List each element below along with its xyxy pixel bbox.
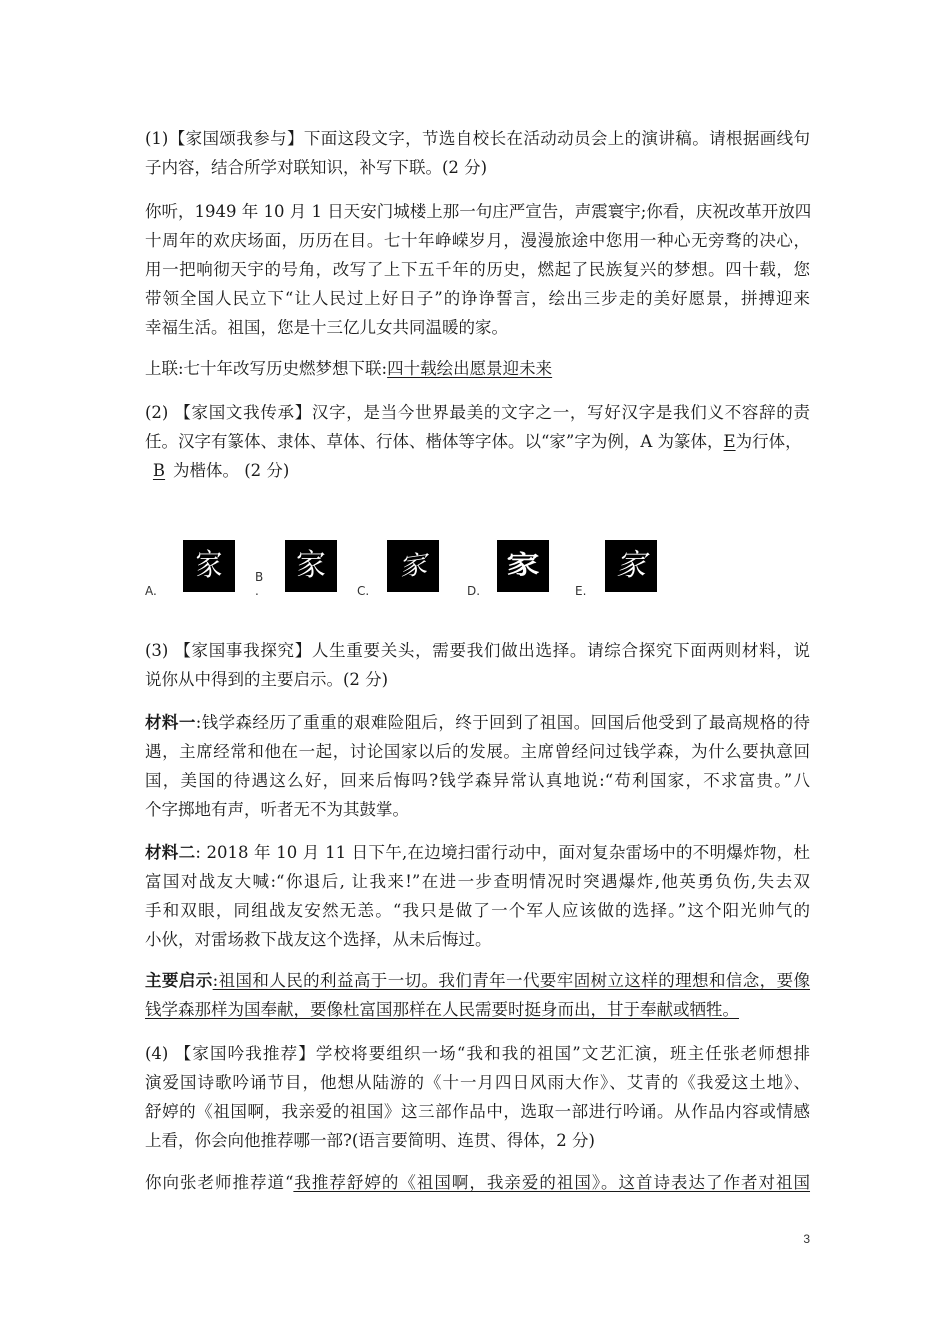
question-3-line: 说你从中得到的主要启示。(2 分) [145, 670, 389, 689]
question-1-line: 子内容，结合所学对联知识，补写下联。(2 分) [145, 158, 488, 177]
material-2-line: 小伙，对雷场救下战友这个选择，从未后悔过。 [145, 930, 492, 949]
material-1-line: 国，美国的待遇这么好，回来后悔吗?钱学森异常认真地说:“苟利国家，不求富贵。”八 [145, 771, 810, 790]
speech-line: 十周年的欢庆场面，历历在目。七十年峥嵘岁月，漫漫旅途中您用一种心无旁骛的决心， [145, 231, 810, 250]
option-letter: E. [575, 584, 587, 598]
question-3 [145, 636, 810, 694]
option-letter: A. [145, 584, 157, 598]
calligraphy-options [145, 540, 685, 602]
material-2-line: 手和双眼，同组战友安然无恙。“我只是做了一个军人应该做的选择。”这个阳光帅气的 [145, 901, 810, 920]
insight-text: :祖国和人民的利益高于一切。我们青年一代要牢固树立这样的理想和信念，要像 [212, 971, 811, 990]
question-4-line: 演爱国诗歌吟诵节目，他想从陆游的《十一月四日风雨大作》、艾青的《我爱这土地》、 [145, 1073, 810, 1092]
speech-line: 用一把响彻天宇的号角，改写了上下五千年的历史，燃起了民族复兴的梦想。四十载，您 [145, 260, 810, 279]
answer-b: B [152, 461, 166, 480]
material-1 [145, 708, 810, 824]
insight-text: 钱学森那样为国奉献，要像杜富国那样在人民需要时挺身而出，甘于奉献或牺牲。 [145, 1000, 739, 1019]
question-2-text: 为楷体。 (2 分) [173, 461, 290, 480]
couplet-prefix: 上联:七十年改写历史燃梦想下联: [145, 359, 388, 378]
recommend-prefix: 你向张老师推荐道“ [145, 1173, 294, 1192]
question-4-line: (4) 【家国吟我推荐】学校将要组织一场“我和我的祖国”文艺汇演，班主任张老师想排 [145, 1044, 810, 1063]
question-4-line: 舒婷的《祖国啊，我亲爱的祖国》这三部作品中，选取一部进行吟诵。从作品内容或情感 [145, 1102, 810, 1121]
option-letter: D. [467, 584, 481, 598]
material-1-line: 遇，主席经常和他在一起，讨论国家以后的发展。主席曾经问过钱学森，为什么要执意回 [145, 742, 810, 761]
question-1 [145, 124, 810, 182]
seal-script-glyph: 家 [183, 540, 235, 592]
recommend-text: 我推荐舒婷的《祖国啊，我亲爱的祖国》。这首诗表达了作者对祖国 [293, 1173, 811, 1192]
speech-line: 带领全国人民立下“让人民过上好日子”的诤诤誓言，绘出三步走的美好愿景，拼搏迎来 [145, 289, 810, 308]
question-2-line: (2) 【家国文我传承】汉字，是当今世界最美的文字之一，写好汉字是我们义不容辞的责 [145, 403, 810, 422]
question-3-line: (3) 【家国事我探究】人生重要关头，需要我们做出选择。请综合探究下面两则材料，说 [145, 641, 810, 660]
material-2-line: 富国对战友大喊:“你退后, 让我来!”在进一步查明情况时突遇爆炸,他英勇负伤,失去双 [145, 872, 810, 891]
page-number: 3 [803, 1232, 810, 1246]
option-letter: B . [255, 570, 264, 598]
material-2-text: : 2018 年 10 月 11 日下午,在边境扫雷行动中，面对复杂雷场中的不明爆炸物，杜 [195, 843, 811, 862]
speech-line: 你听，1949 年 10 月 1 日天安门城楼上那一句庄严宣告，声震寰宇;你看，庆祝改革开放四 [145, 202, 812, 221]
answer-e: E [723, 432, 736, 451]
cursive-script-glyph: 家 [387, 540, 439, 592]
material-1-text: :钱学森经历了重重的艰难险阻后，终于回到了祖国。回国后他受到了最高规格的待 [195, 713, 811, 732]
couplet-answer [145, 354, 810, 383]
question-4-line: 上看，你会向他推荐哪一部?(语言要简明、连贯、得体，2 分) [145, 1131, 595, 1150]
main-insight [145, 966, 810, 1024]
material-1-label: 材料一 [145, 713, 196, 732]
couplet-answer-text: 四十载绘出愿景迎未来 [387, 359, 553, 378]
question-2 [145, 398, 810, 485]
speech-line: 幸福生活。祖国，您是十三亿儿女共同温暖的家。 [145, 318, 508, 337]
insight-label: 主要启示 [145, 971, 213, 990]
speech-passage [145, 197, 810, 342]
running-script-glyph: 家 [605, 540, 657, 592]
material-1-line: 个字掷地有声，听者无不为其鼓掌。 [145, 800, 409, 819]
option-letter: C. [357, 584, 370, 598]
question-1-line: (1)【家国颂我参与】下面这段文字，节选自校长在活动动员会上的演讲稿。请根据画线句 [145, 129, 810, 148]
recommendation-answer [145, 1168, 810, 1197]
material-2-label: 材料二 [145, 843, 196, 862]
clerical-script-glyph: 家 [497, 540, 549, 592]
material-2 [145, 838, 810, 954]
question-4 [145, 1039, 810, 1155]
regular-script-glyph: 家 [285, 540, 337, 592]
question-2-text: 任。汉字有篆体、隶体、草体、行体、楷体等字体。以“家”字为例，A 为篆体， [145, 432, 724, 451]
question-2-text: 为行体， [735, 432, 802, 451]
